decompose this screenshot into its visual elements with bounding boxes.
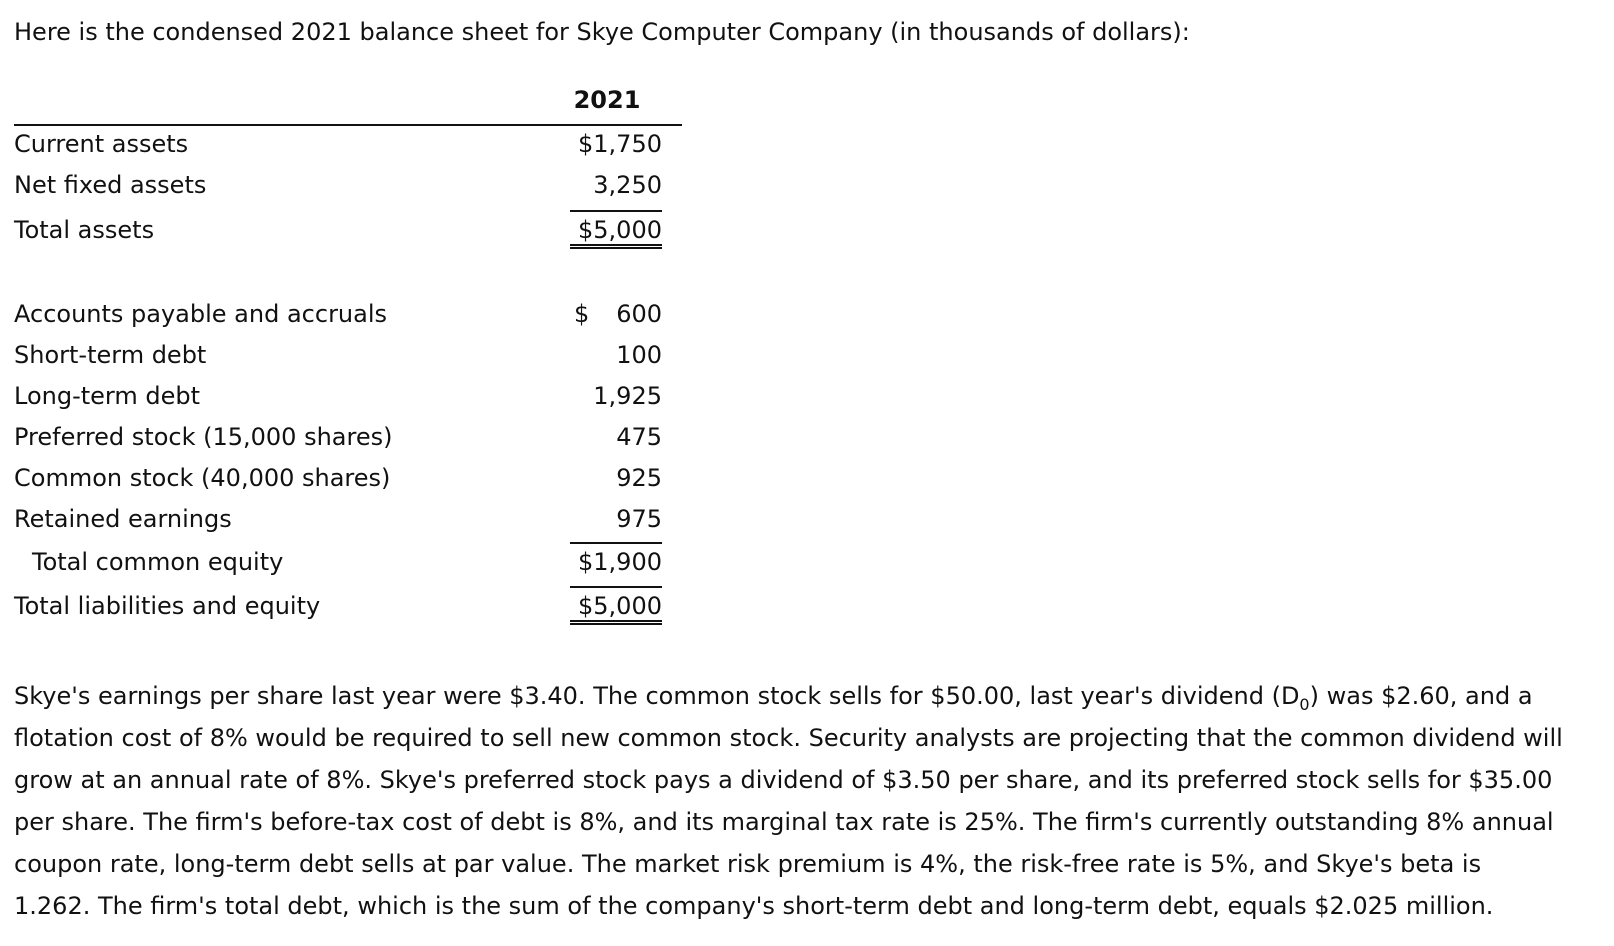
row-value: 975: [616, 505, 662, 533]
row-label: Long-term debt: [14, 382, 201, 410]
paragraph-text: ) was $2.60, and a: [1309, 682, 1533, 710]
row-value: 475: [616, 423, 662, 451]
intro-text: Here is the condensed 2021 balance sheet for Skye Computer Company (in thousands of dollars):: [14, 18, 1190, 46]
row-value-subtotal: $1,900: [570, 542, 662, 576]
balance-row-preferred-stock: [14, 423, 662, 457]
balance-row-retained-earnings: [14, 505, 662, 539]
balance-row-total-assets: [14, 216, 662, 250]
row-value-total: $5,000: [570, 210, 662, 249]
year-column-header: 2021: [573, 86, 641, 114]
paragraph-line: [14, 843, 1604, 885]
row-label: Net fixed assets: [14, 171, 207, 199]
balance-row-short-term-debt: [14, 341, 662, 375]
paragraph-text: grow at an annual rate of 8%. Skye's preferred stock pays a dividend of $3.50 per share, and its preferred stock sells for $35.00: [14, 766, 1553, 794]
row-value-with-dollar: [570, 300, 662, 328]
balance-row-accounts-payable: [14, 300, 662, 334]
balance-row-long-term-debt: [14, 382, 662, 416]
row-label: Current assets: [14, 130, 189, 158]
balance-row-net-fixed-assets: [14, 171, 662, 205]
dollar-sign: $: [574, 300, 590, 328]
row-label: Total assets: [14, 216, 155, 244]
paragraph-line: [14, 675, 1604, 717]
paragraph-line: [14, 885, 1604, 927]
subscript: 0: [1299, 695, 1310, 714]
balance-row-common-stock: [14, 464, 662, 498]
problem-paragraph: [14, 675, 1604, 927]
paragraph-line: [14, 759, 1604, 801]
balance-sheet-header: [14, 86, 682, 126]
paragraph-text: Skye's earnings per share last year were $3.40. The common stock sells for $50.00, last year's dividend (D: [14, 682, 1300, 710]
row-label: Total liabilities and equity: [14, 592, 321, 620]
row-value: 600: [616, 300, 662, 328]
paragraph-line: [14, 717, 1604, 759]
row-value: 3,250: [593, 171, 662, 199]
row-value: 1,925: [593, 382, 662, 410]
paragraph-text: per share. The firm's before-tax cost of debt is 8%, and its marginal tax rate is 25%. The firm's currently outstanding 8% annual: [14, 808, 1554, 836]
balance-row-total-liabilities-equity: [14, 592, 662, 626]
row-label: Preferred stock (15,000 shares): [14, 423, 393, 451]
row-label: Short-term debt: [14, 341, 207, 369]
row-label: Common stock (40,000 shares): [14, 464, 391, 492]
row-label: Accounts payable and accruals: [14, 300, 388, 328]
row-value: $1,750: [578, 130, 662, 158]
row-label: Retained earnings: [14, 505, 232, 533]
paragraph-text: coupon rate, long-term debt sells at par value. The market risk premium is 4%, the risk-free rate is 5%, and Skye's beta is: [14, 850, 1482, 878]
paragraph-text: 1.262. The firm's total debt, which is the sum of the company's short-term debt and long-term debt, equals $2.025 million.: [14, 892, 1494, 920]
row-label: Total common equity: [32, 548, 284, 576]
row-value-total: $5,000: [570, 586, 662, 625]
row-value: 925: [616, 464, 662, 492]
paragraph-text: flotation cost of 8% would be required to sell new common stock. Security analysts are projecting that the common dividend will: [14, 724, 1563, 752]
paragraph-line: [14, 801, 1604, 843]
balance-row-total-common-equity: [14, 548, 662, 582]
balance-row-current-assets: [14, 130, 662, 164]
row-value: 100: [616, 341, 662, 369]
